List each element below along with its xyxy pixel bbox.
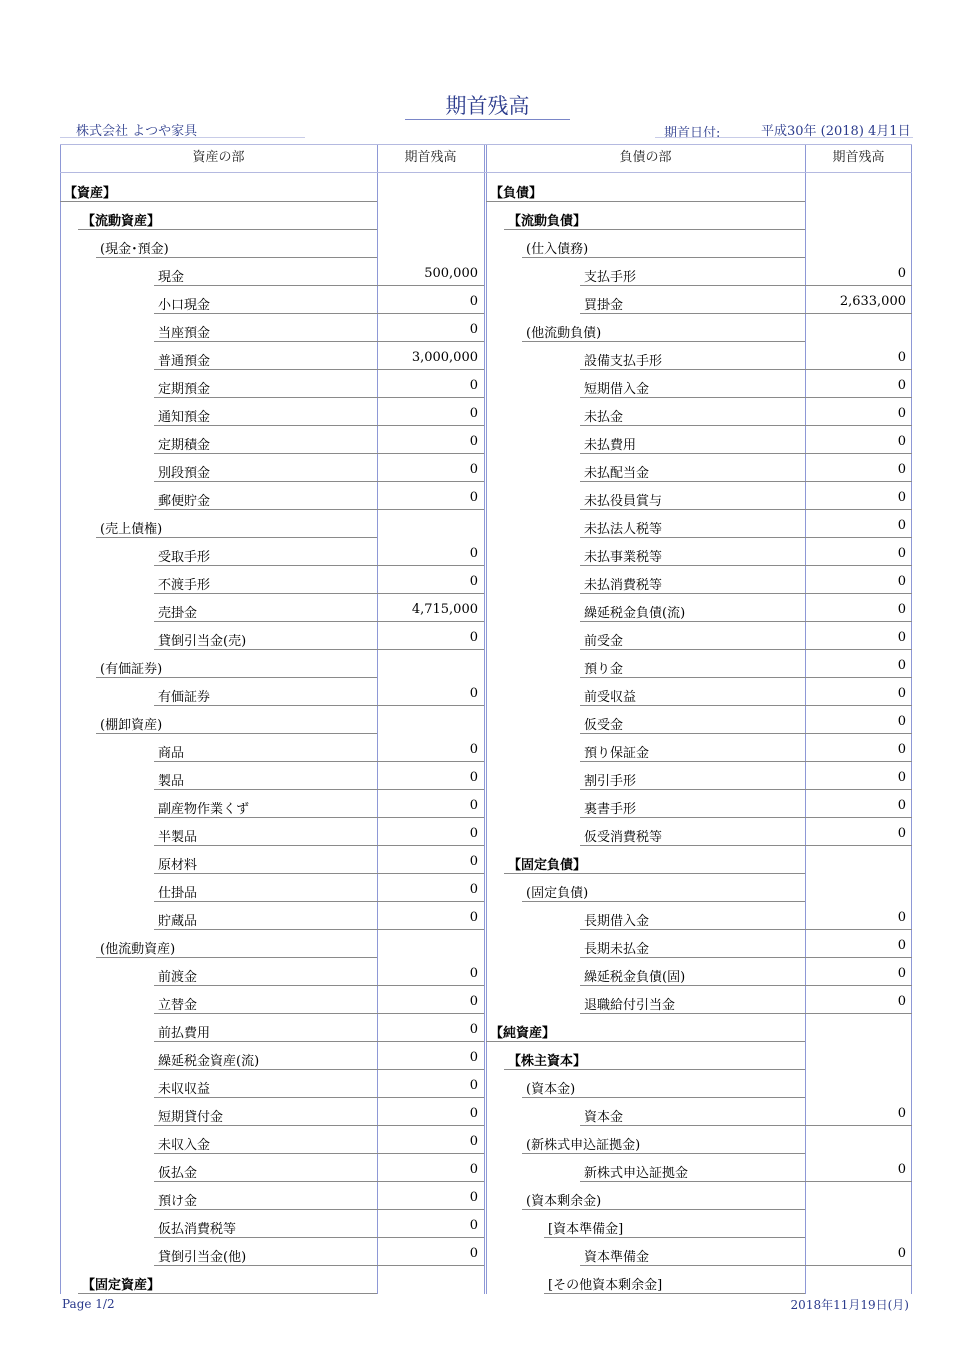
table-row [486, 454, 912, 482]
amount-value: 0 [897, 434, 906, 449]
amount-value: 0 [469, 966, 478, 981]
account-label: 貸倒引当金(他) [158, 1250, 247, 1265]
account-label: 【負債】 [490, 186, 543, 201]
account-label: 未払事業税等 [584, 550, 663, 565]
account-label: (他流動負債) [526, 326, 602, 341]
table-row [60, 650, 484, 678]
account-label: 割引手形 [584, 774, 637, 789]
amount-value: 0 [897, 462, 906, 477]
account-label: 【固定負債】 [508, 858, 587, 873]
account-label: 【流動資産】 [82, 214, 161, 229]
amount-value: 0 [469, 462, 478, 477]
account-label: 【株主資本】 [508, 1054, 587, 1069]
table-row [486, 230, 912, 258]
account-label: (現金･預金) [100, 242, 169, 257]
account-label: 仮払金 [158, 1166, 198, 1181]
table-row [60, 1098, 484, 1126]
account-label: 前渡金 [158, 970, 198, 985]
account-label: 貯蔵品 [158, 914, 198, 929]
amount-value: 0 [469, 1162, 478, 1177]
amount-value: 0 [897, 546, 906, 561]
table-row [486, 930, 912, 958]
table-row [486, 1042, 912, 1070]
table-row [60, 818, 484, 846]
table-row [486, 1126, 912, 1154]
account-label: 預り金 [584, 662, 624, 677]
amount-value: 0 [897, 406, 906, 421]
amount-value: 3,000,000 [411, 350, 478, 365]
table-row [60, 594, 484, 622]
table-row [486, 370, 912, 398]
account-label: 【流動負債】 [508, 214, 587, 229]
account-label: 郵便貯金 [158, 494, 211, 509]
amount-value: 0 [469, 546, 478, 561]
table-row [60, 958, 484, 986]
opening-date-value: 平成30年 (2018) 4月1日 [761, 124, 911, 139]
row-underline [78, 1293, 377, 1294]
table-row [486, 650, 912, 678]
amount-value: 0 [469, 826, 478, 841]
table-row [60, 370, 484, 398]
table-row [60, 930, 484, 958]
amount-value: 0 [897, 658, 906, 673]
company-underline [60, 137, 305, 138]
table-row [486, 174, 912, 202]
table-row [486, 902, 912, 930]
amount-value: 0 [469, 630, 478, 645]
account-label: 別段預金 [158, 466, 211, 481]
table-row [486, 258, 912, 286]
amount-value: 0 [469, 882, 478, 897]
table-row [60, 762, 484, 790]
account-label: 製品 [158, 774, 185, 789]
table-row [60, 202, 484, 230]
account-label: 未収収益 [158, 1082, 211, 1097]
account-label: [資本準備金] [548, 1222, 624, 1237]
table-row [486, 874, 912, 902]
amount-value: 0 [469, 1218, 478, 1233]
printed-date: 2018年11月19日(月) [790, 1298, 909, 1312]
assets-header: 資産の部 [192, 150, 245, 165]
account-label: 【純資産】 [490, 1026, 556, 1041]
account-label: 資本準備金 [584, 1250, 650, 1265]
amount-value: 0 [469, 378, 478, 393]
table-row [60, 874, 484, 902]
table-row [486, 762, 912, 790]
amount-value: 0 [897, 770, 906, 785]
amount-value: 0 [469, 294, 478, 309]
table-row [486, 314, 912, 342]
table-row [486, 1182, 912, 1210]
amount-value: 0 [469, 770, 478, 785]
table-row [486, 426, 912, 454]
amount-value: 0 [469, 1134, 478, 1149]
account-label: 仮払消費税等 [158, 1222, 237, 1237]
table-row [60, 986, 484, 1014]
account-label: 貸倒引当金(売) [158, 634, 247, 649]
table-row [60, 482, 484, 510]
table-row [60, 1238, 484, 1266]
amount-value: 0 [897, 1246, 906, 1261]
account-label: 不渡手形 [158, 578, 211, 593]
account-label: 受取手形 [158, 550, 211, 565]
table-row [486, 986, 912, 1014]
amount-value: 0 [469, 574, 478, 589]
amount-value: 2,633,000 [839, 294, 906, 309]
table-row [60, 1042, 484, 1070]
table-row [60, 342, 484, 370]
table-row [60, 510, 484, 538]
amount-value: 500,000 [424, 266, 478, 281]
account-label: 仮受消費税等 [584, 830, 663, 845]
amount-value: 0 [897, 518, 906, 533]
amount-value: 0 [897, 490, 906, 505]
table-row [60, 902, 484, 930]
account-label: (有価証券) [100, 662, 163, 677]
account-label: 小口現金 [158, 298, 211, 313]
page-title: 期首残高 [445, 94, 530, 118]
account-label: 仮受金 [584, 718, 624, 733]
page-number: Page 1/2 [62, 1297, 115, 1311]
account-label: 未払費用 [584, 438, 637, 453]
table-row [486, 594, 912, 622]
assets-amount-header: 期首残高 [404, 150, 457, 165]
account-label: 半製品 [158, 830, 198, 845]
table-row [60, 1154, 484, 1182]
table-row [60, 566, 484, 594]
amount-value: 0 [897, 266, 906, 281]
table-row [486, 1210, 912, 1238]
amount-value: 0 [897, 350, 906, 365]
table-row [60, 426, 484, 454]
amount-value: 0 [469, 1190, 478, 1205]
account-label: 未払役員賞与 [584, 494, 663, 509]
account-label: 副産物作業くず [158, 802, 250, 817]
amount-value: 0 [897, 686, 906, 701]
account-label: 預け金 [158, 1194, 198, 1209]
account-label: 繰延税金負債(流) [584, 606, 686, 621]
amount-value: 4,715,000 [411, 602, 478, 617]
account-label: 仕掛品 [158, 886, 198, 901]
amount-value: 0 [469, 798, 478, 813]
table-row [60, 678, 484, 706]
account-label: 原材料 [158, 858, 198, 873]
account-label: (資本金) [526, 1082, 576, 1097]
account-label: (他流動資産) [100, 942, 176, 957]
table-row [486, 1266, 912, 1294]
account-label: 定期預金 [158, 382, 211, 397]
table-row [486, 818, 912, 846]
amount-value: 0 [897, 798, 906, 813]
amount-value: 0 [469, 434, 478, 449]
account-label: 買掛金 [584, 298, 624, 313]
table-divider [484, 144, 485, 1294]
table-row [486, 538, 912, 566]
liabilities-amount-header: 期首残高 [832, 150, 885, 165]
amount-value: 0 [897, 938, 906, 953]
account-label: 前払費用 [158, 1026, 211, 1041]
account-label: 前受金 [584, 634, 624, 649]
table-row [486, 734, 912, 762]
account-label: (新株式申込証拠金) [526, 1138, 641, 1153]
account-label: (仕入債務) [526, 242, 589, 257]
table-row [60, 1266, 484, 1294]
amount-value: 0 [897, 826, 906, 841]
amount-value: 0 [469, 854, 478, 869]
table-row [60, 734, 484, 762]
amount-value: 0 [469, 1078, 478, 1093]
opening-date-label: 期首日付: [664, 126, 721, 141]
account-label: 新株式申込証拠金 [584, 1166, 689, 1181]
table-row [486, 342, 912, 370]
account-label: 当座預金 [158, 326, 211, 341]
date-underline [655, 137, 913, 138]
account-label: 短期貸付金 [158, 1110, 224, 1125]
table-row [486, 398, 912, 426]
account-label: 支払手形 [584, 270, 637, 285]
table-row [486, 286, 912, 314]
account-label: 未払消費税等 [584, 578, 663, 593]
amount-value: 0 [469, 994, 478, 1009]
account-label: 現金 [158, 270, 185, 285]
table-row [486, 706, 912, 734]
account-label: (売上債権) [100, 522, 163, 537]
account-label: 【資産】 [64, 186, 117, 201]
account-label: (固定負債) [526, 886, 589, 901]
account-label: 裏書手形 [584, 802, 637, 817]
table-row [486, 1098, 912, 1126]
table-row [60, 398, 484, 426]
amount-value: 0 [897, 602, 906, 617]
amount-value: 0 [897, 966, 906, 981]
account-label: 預り保証金 [584, 746, 650, 761]
account-label: 未収入金 [158, 1138, 211, 1153]
assets-column [60, 174, 484, 1294]
table-row [60, 174, 484, 202]
liabilities-header: 負債の部 [619, 150, 672, 165]
account-label: 有価証券 [158, 690, 211, 705]
amount-value: 0 [469, 742, 478, 757]
amount-value: 0 [897, 574, 906, 589]
company-name: 株式会社 よつや家具 [76, 124, 198, 139]
table-row [60, 1210, 484, 1238]
amount-value: 0 [469, 1050, 478, 1065]
account-label: 退職給付引当金 [584, 998, 676, 1013]
table-row [60, 258, 484, 286]
table-row [60, 538, 484, 566]
table-row [60, 1014, 484, 1042]
account-label: 立替金 [158, 998, 198, 1013]
account-label: 未払金 [584, 410, 624, 425]
table-row [486, 622, 912, 650]
account-label: 資本金 [584, 1110, 624, 1125]
account-label: (棚卸資産) [100, 718, 163, 733]
account-label: 未払配当金 [584, 466, 650, 481]
amount-value: 0 [469, 1246, 478, 1261]
amount-value: 0 [469, 1106, 478, 1121]
table-row [486, 1154, 912, 1182]
balance-table [60, 144, 912, 1294]
account-label: 設備支払手形 [584, 354, 663, 369]
amount-value: 0 [469, 322, 478, 337]
table-row [60, 706, 484, 734]
table-row [486, 202, 912, 230]
account-label: [その他資本剰余金] [548, 1278, 663, 1293]
title-underline [405, 119, 570, 120]
table-row [486, 482, 912, 510]
account-label: 長期借入金 [584, 914, 650, 929]
amount-value: 0 [469, 910, 478, 925]
liabilities-column [486, 174, 912, 1294]
account-label: 商品 [158, 746, 185, 761]
table-row [486, 958, 912, 986]
account-label: 未払法人税等 [584, 522, 663, 537]
header-bottom-border [60, 172, 912, 173]
account-label: 通知預金 [158, 410, 211, 425]
table-row [60, 286, 484, 314]
account-label: 繰延税金資産(流) [158, 1054, 260, 1069]
amount-value: 0 [897, 910, 906, 925]
table-row [60, 1182, 484, 1210]
amount-value: 0 [897, 714, 906, 729]
account-label: 短期借入金 [584, 382, 650, 397]
amount-value: 0 [897, 994, 906, 1009]
account-label: 売掛金 [158, 606, 198, 621]
account-label: 繰延税金負債(固) [584, 970, 686, 985]
table-row [60, 230, 484, 258]
table-row [486, 510, 912, 538]
amount-value: 0 [897, 742, 906, 757]
table-row [486, 1014, 912, 1042]
table-row [60, 790, 484, 818]
table-row [486, 566, 912, 594]
account-label: 長期未払金 [584, 942, 650, 957]
table-row [60, 1126, 484, 1154]
account-label: (資本剰余金) [526, 1194, 602, 1209]
account-label: 普通預金 [158, 354, 211, 369]
amount-value: 0 [469, 490, 478, 505]
table-row [60, 454, 484, 482]
amount-value: 0 [897, 1162, 906, 1177]
amount-value: 0 [469, 686, 478, 701]
table-row [486, 678, 912, 706]
table-row [60, 314, 484, 342]
account-label: 【固定資産】 [82, 1278, 161, 1293]
amount-value: 0 [897, 630, 906, 645]
table-row [60, 846, 484, 874]
amount-value: 0 [897, 378, 906, 393]
amount-value: 0 [897, 1106, 906, 1121]
account-label: 定期積金 [158, 438, 211, 453]
amount-value: 0 [469, 406, 478, 421]
table-row [486, 846, 912, 874]
table-row [486, 1070, 912, 1098]
table-row [486, 790, 912, 818]
table-row [60, 622, 484, 650]
table-row [60, 1070, 484, 1098]
amount-value: 0 [469, 1022, 478, 1037]
account-label: 前受収益 [584, 690, 637, 705]
table-row [486, 1238, 912, 1266]
row-underline [544, 1293, 805, 1294]
